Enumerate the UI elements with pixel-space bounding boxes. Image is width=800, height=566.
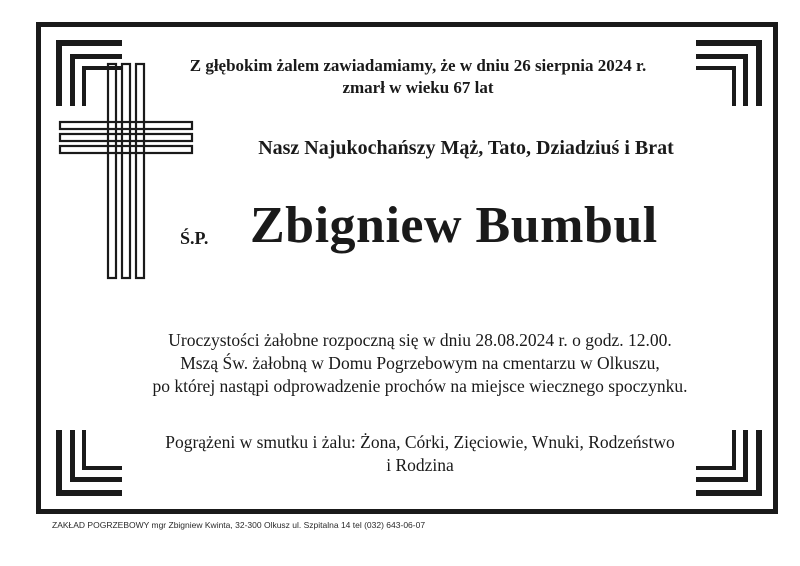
ceremony-line-3: po której nastąpi odprowadzenie prochów na miejsce wiecznego spoczynku. <box>152 376 688 396</box>
funeral-home-footer: ZAKŁAD POGRZEBOWY mgr Zbigniew Kwinta, 32-300 Olkusz ul. Szpitalna 14 tel (032) 643-06-07 <box>52 520 426 530</box>
ceremony-line-2: Mszą Św. żałobną w Domu Pogrzebowym na cmentarzu w Olkuszu, <box>180 353 660 373</box>
deceased-name: Zbigniew Bumbul <box>250 197 658 254</box>
intro-line-2: zmarł w wieku 67 lat <box>342 78 494 97</box>
mourners-line-1: Pogrążeni w smutku i żalu: Żona, Córki, Zięciowie, Wnuki, Rodzeństwo <box>165 432 675 452</box>
mourners-line-2: i Rodzina <box>386 455 454 475</box>
intro-line-1: Z głębokim żalem zawiadamiamy, że w dniu 26 sierpnia 2024 r. <box>189 56 647 75</box>
family-relation-line: Nasz Najukochańszy Mąż, Tato, Dziadziuś i Brat <box>258 137 674 159</box>
deceased-prefix: Ś.P. <box>180 228 209 248</box>
corner-ornament-top-right-icon <box>686 36 766 116</box>
ceremony-line-1: Uroczystości żałobne rozpoczną się w dniu 28.08.2024 r. o godz. 12.00. <box>168 330 672 350</box>
